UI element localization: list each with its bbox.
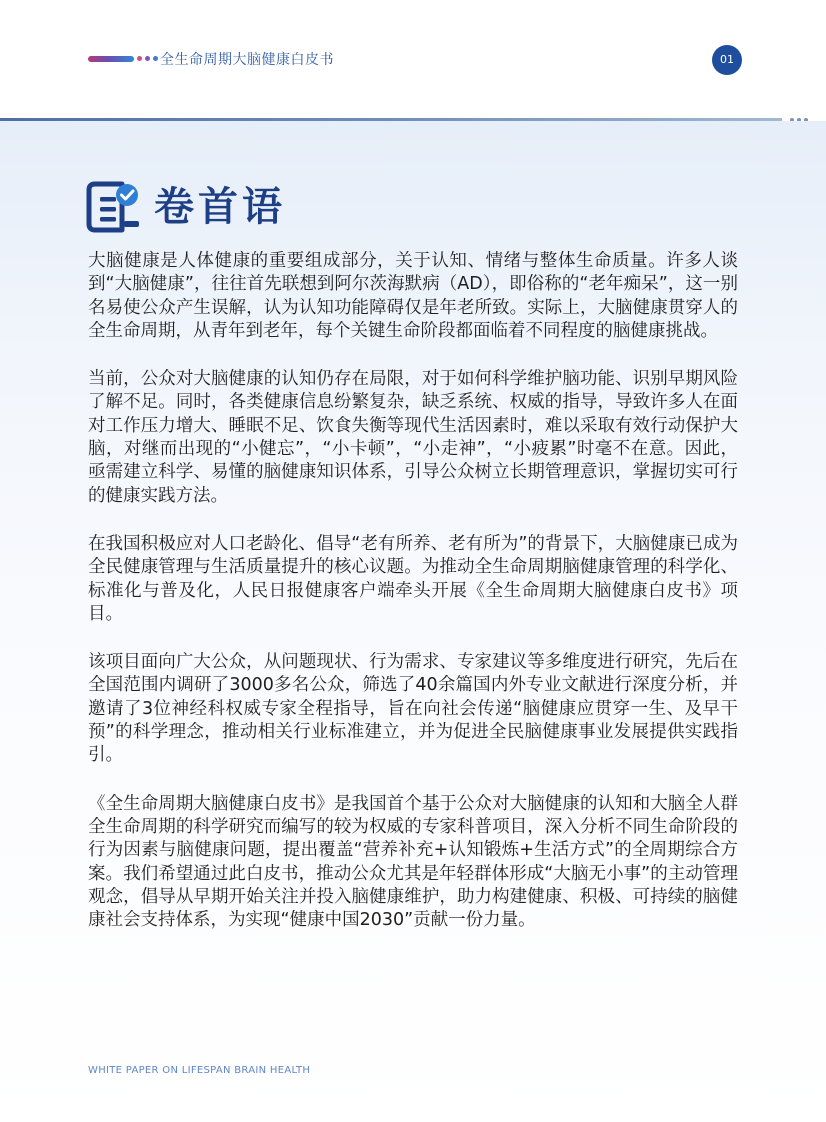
section-title: 卷首语 xyxy=(154,184,286,230)
document-check-icon xyxy=(86,180,142,234)
paragraph-2: 当前，公众对大脑健康的认知仍存在局限，对于如何科学维护脑功能、识别早期风险了解不足。同时，各类健康信息纷繁复杂，缺乏系统、权威的指导，导致许多人在面对工作压力增大、睡眠不足、饮食失衡等现代生活因素时，难以采取有效行动保护大脑，对继而出现的“小健忘”，“小卡顿”，“小走神”，“小疲累”时毫不在意。因此，亟需建立科学、易懂的脑健康知识体系，引导公众树立长期管理意识，掌握切实可行的健康实践方法。 xyxy=(88,369,738,506)
header-gradient-bar xyxy=(88,56,134,62)
header-dot xyxy=(153,56,158,61)
footer-title: WHITE PAPER ON LIFESPAN BRAIN HEALTH xyxy=(88,1065,311,1076)
paragraph-5: 《全生命周期大脑健康白皮书》是我国首个基于公众对大脑健康的认知和大脑全人群全生命周期的科学研究而编写的较为权威的专家科普项目，深入分析不同生命阶段的行为因素与脑健康问题，提出覆盖“营养补充+认知锻炼+生活方式”的全周期综合方案。我们希望通过此白皮书，推动公众尤其是年轻群体形成“大脑无小事”的主动管理观念，倡导从早期开始关注并投入脑健康维护，助力构建健康、积极、可持续的脑健康社会支持体系，为实现“健康中国2030”贡献一份力量。 xyxy=(88,793,738,931)
header-title: 全生命周期大脑健康白皮书 xyxy=(160,52,334,68)
header-dots xyxy=(137,56,158,61)
page-header xyxy=(0,0,826,118)
page-number-badge: 01 xyxy=(712,45,742,75)
paragraph-3: 在我国积极应对人口老龄化、倡导“老有所养、老有所为”的背景下，大脑健康已成为全民健康管理与生活质量提升的核心议题。为推动全生命周期脑健康管理的科学化、标准化与普及化，人民日报健康客户端牵头开展《全生命周期大脑健康白皮书》项目。 xyxy=(88,533,738,624)
header-dot xyxy=(137,56,142,61)
paragraph-4: 该项目面向广大公众，从问题现状、行为需求、专家建议等多维度进行研究，先后在全国范围内调研了3000多名公众，筛选了40余篇国内外专业文献进行深度分析，并邀请了3位神经科权威专家全程指导，旨在向社会传递“脑健康应贯穿一生、及早干预”的科学理念，推动相关行业标准建立，并为促进全民脑健康事业发展提供实践指引。 xyxy=(88,652,738,766)
paragraph-1: 大脑健康是人体健康的重要组成部分，关于认知、情绪与整体生命质量。许多人谈到“大脑健康”，往往首先联想到阿尔茨海默病（AD），即俗称的“老年痴呆”，这一别名易使公众产生误解，认为认知功能障碍仅是年老所致。实际上，大脑健康贯穿人的全生命周期，从青年到老年，每个关键生命阶段都面临着不同程度的脑健康挑战。 xyxy=(88,251,738,341)
body-text xyxy=(88,250,738,957)
header-dot xyxy=(145,56,150,61)
